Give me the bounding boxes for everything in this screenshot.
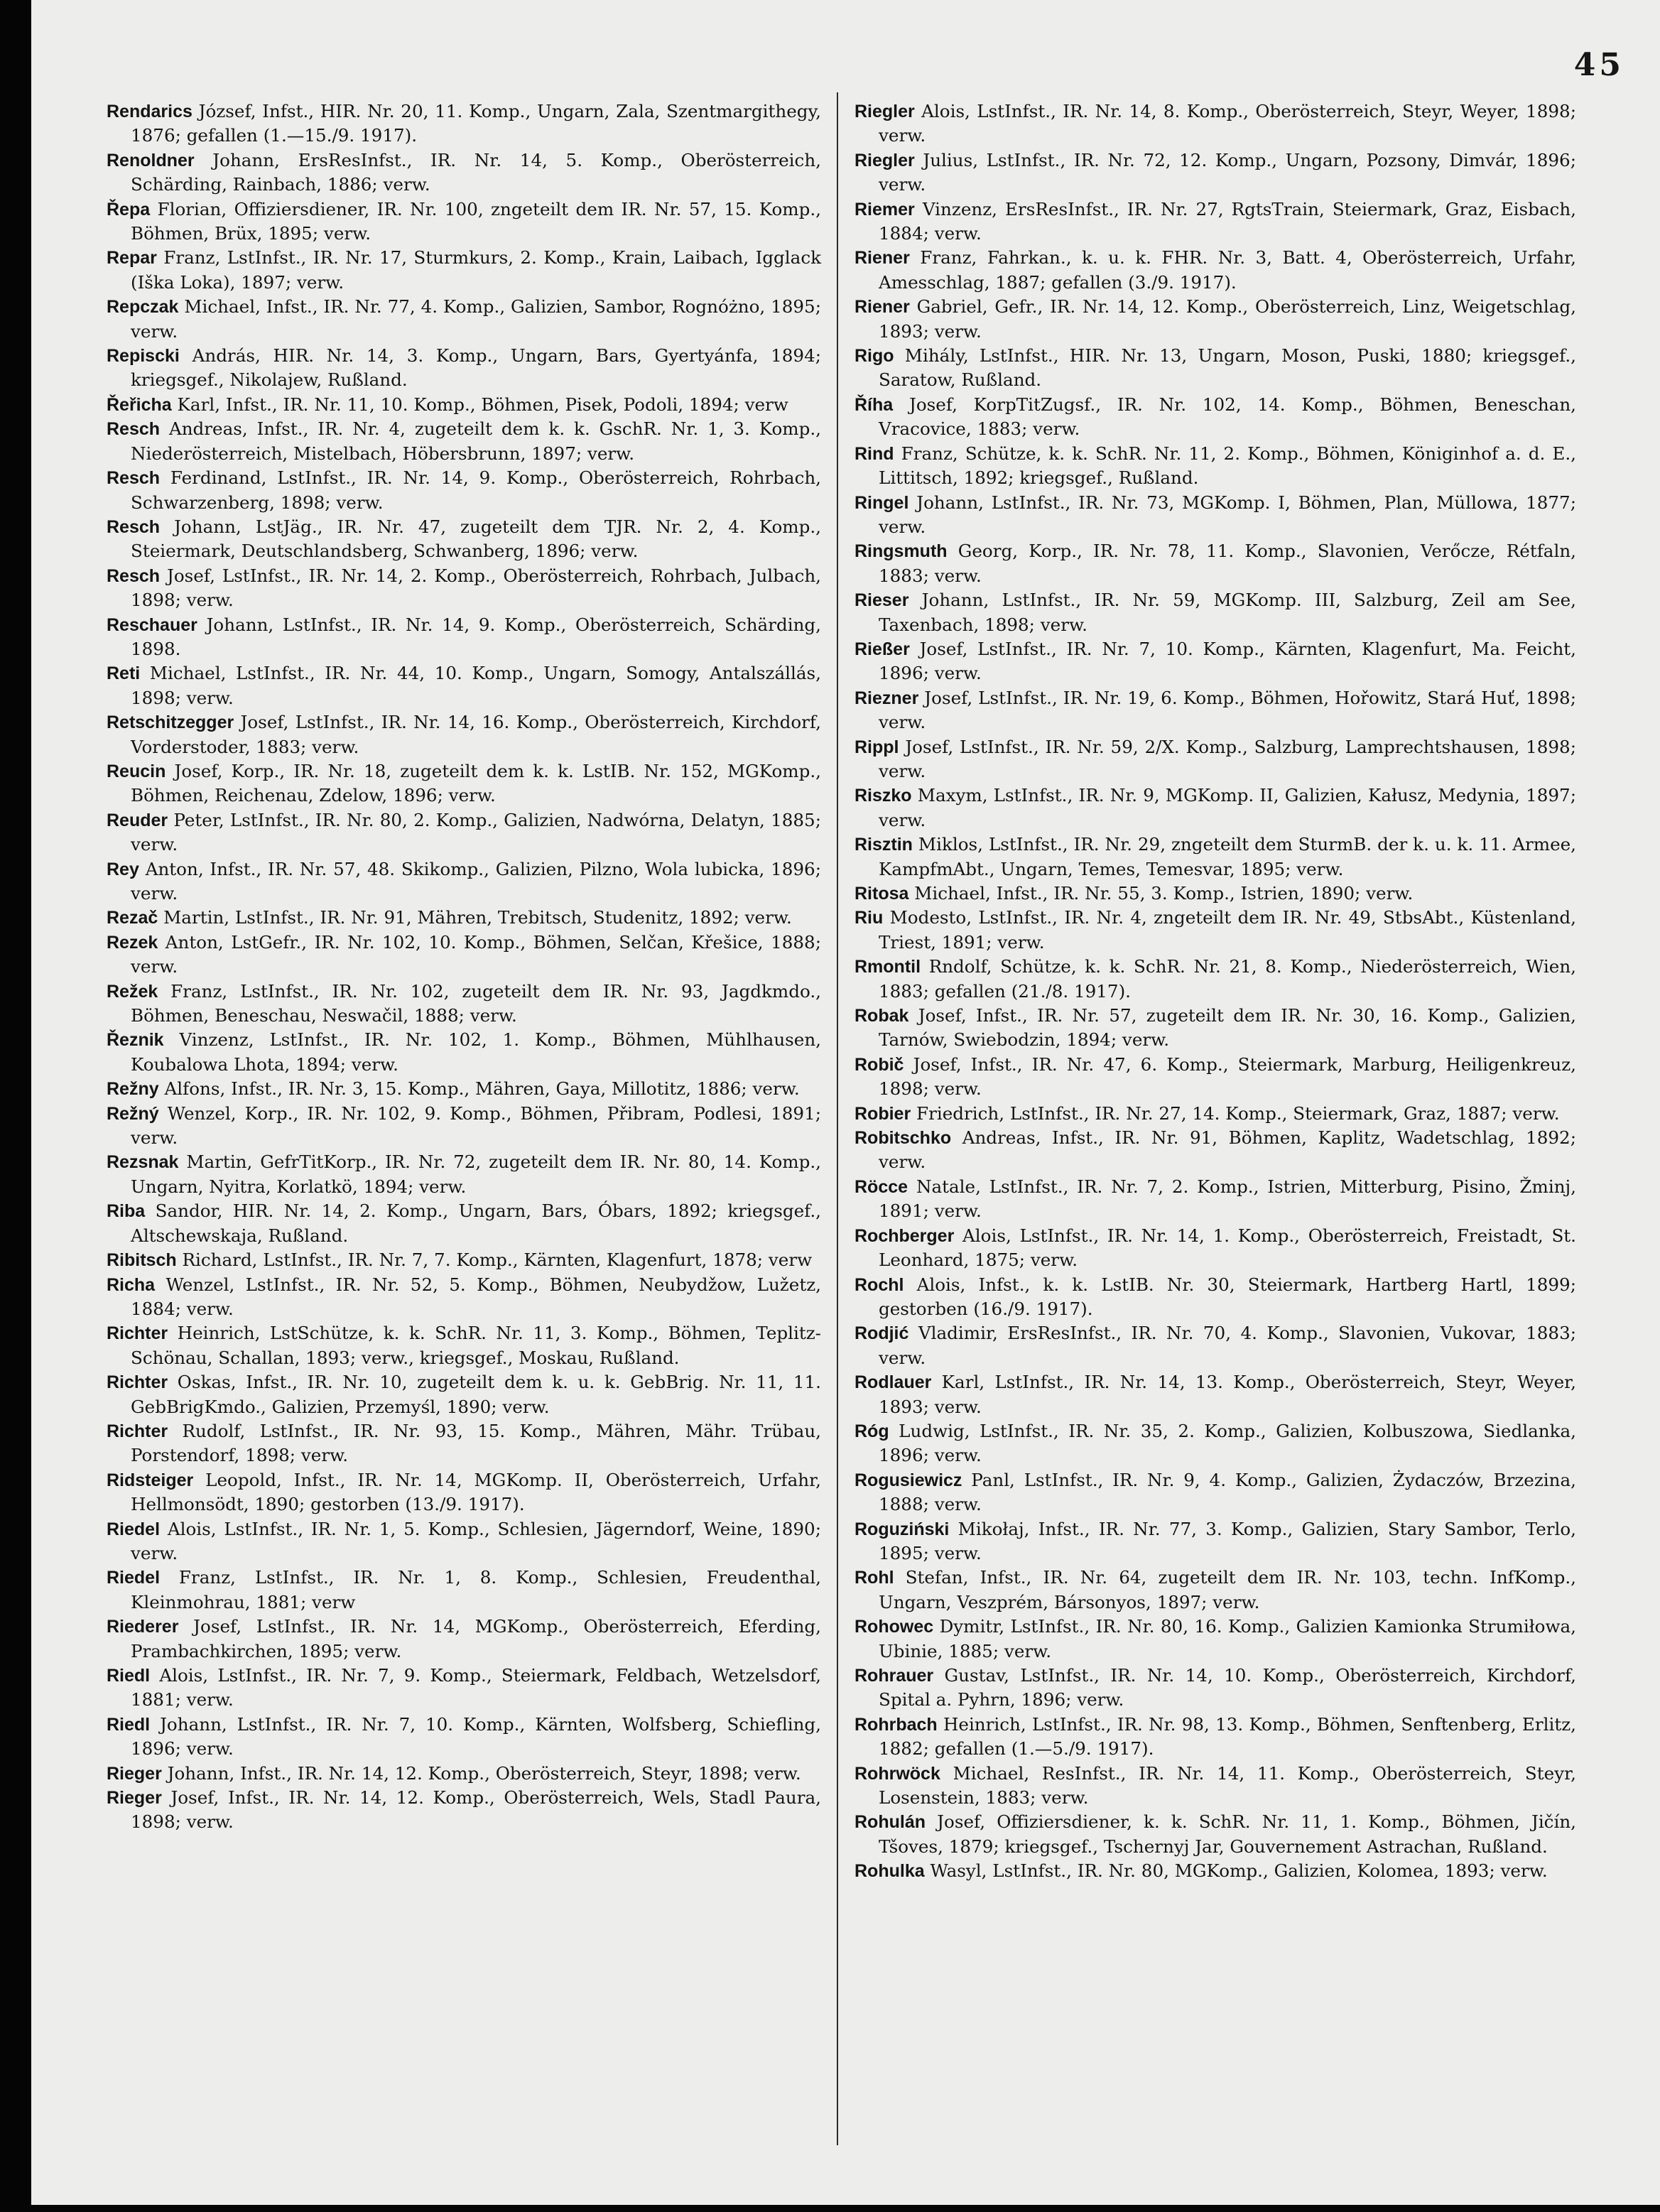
list-entry [107,1664,821,1713]
entry-details: Vinzenz, ErsResInfst., IR. Nr. 27, RgtsTrain, Steiermark, Graz, Eisbach, 1884; verw. [879,198,1576,244]
list-entry [107,393,821,417]
list-entry [855,784,1576,833]
entry-surname: Riegler [855,150,915,170]
list-entry [855,1664,1576,1713]
entry-details: Anton, LstGefr., IR. Nr. 102, 10. Komp., Böhmen, Selčan, Křešice, 1888; verw. [131,931,821,977]
list-entry [107,148,821,197]
entry-details: Josef, Infst., IR. Nr. 47, 6. Komp., Steiermark, Marburg, Heiligenkreuz, 1898; verw. [879,1053,1576,1100]
entry-surname: Riener [855,297,910,318]
entry-surname: Rießer [855,639,910,659]
list-entry [107,1273,821,1322]
list-entry [855,1273,1576,1322]
list-entry [107,1102,821,1151]
entry-details: Natale, LstInfst., IR. Nr. 7, 2. Komp., Istrien, Mitterburg, Pisino, Žminj, 1891; verw. [879,1176,1576,1222]
entry-details: Johann, LstInfst., IR. Nr. 7, 10. Komp., Kärnten, Wolfsberg, Schiefling, 1896; verw. [131,1713,821,1760]
entry-surname: Říha [855,394,894,415]
list-entry [855,393,1576,442]
list-entry [855,99,1576,148]
list-entry [107,1786,821,1835]
entry-surname: Rippl [855,737,899,757]
entry-surname: Riszko [855,786,912,806]
entry-surname: Riba [107,1201,146,1222]
list-entry [107,1566,821,1615]
entry-details: Karl, LstInfst., IR. Nr. 14, 13. Komp., Oberösterreich, Steyr, Weyer, 1893; verw. [879,1372,1576,1417]
entry-details: Franz, LstInfst., IR. Nr. 17, Sturmkurs, 2. Komp., Krain, Laibach, Igglack (Iška Loka), 1897; verw. [131,247,821,293]
entry-surname: Řeznik [107,1030,164,1051]
list-entry [855,344,1576,393]
entry-details: Franz, LstInfst., IR. Nr. 1, 8. Komp., Schlesien, Freudenthal, Kleinmohrau, 1881; verw [131,1567,821,1612]
list-entry [107,1517,821,1566]
list-entry [855,1566,1576,1615]
entry-details: Johann, LstJäg., IR. Nr. 47, zugeteilt dem TJR. Nr. 2, 4. Komp., Steiermark, Deutschlandsberg, Schwanberg, 1896; verw. [131,516,821,562]
entry-surname: Rodlauer [855,1372,932,1393]
entry-surname: Rohrbach [855,1714,938,1735]
entry-details: Josef, Offiziersdiener, k. k. SchR. Nr. 11, 1. Komp., Böhmen, Jičín, Tšoves, 1879; kriegsgef., Tschernyj Jar, Gouvernement Astrachan, Rußland. [879,1811,1576,1857]
entry-details: Rndolf, Schütze, k. k. SchR. Nr. 21, 8. Komp., Niederösterreich, Wien, 1883; gefallen (21./8. 1917). [879,956,1576,1002]
list-entry [855,1224,1576,1273]
list-entry [107,1468,821,1517]
list-entry [107,99,821,148]
entry-details: Julius, LstInfst., IR. Nr. 72, 12. Komp., Ungarn, Pozsony, Dimvár, 1896; verw. [879,149,1576,195]
entry-surname: Retschitzegger [107,712,234,733]
list-entry [855,1810,1576,1859]
entry-surname: Riederer [107,1617,179,1637]
list-entry [107,1713,821,1762]
entry-details: Dymitr, LstInfst., IR. Nr. 80, 16. Komp., Galizien Kamionka Strumiłowa, Ubinie, 1885; verw. [879,1616,1576,1661]
entry-surname: Robak [855,1006,909,1026]
entry-surname: Riedel [107,1568,161,1588]
entry-details: Rudolf, LstInfst., IR. Nr. 93, 15. Komp., Mähren, Mähr. Trübau, Porstendorf, 1898; verw. [131,1420,821,1466]
entry-details: Josef, LstInfst., IR. Nr. 14, 2. Komp., Oberösterreich, Rohrbach, Julbach, 1898; verw. [131,565,821,611]
list-entry [855,955,1576,1004]
list-entry [107,197,821,246]
entry-details: Gabriel, Gefr., IR. Nr. 14, 12. Komp., Oberösterreich, Linz, Weigetschlag, 1893; verw. [879,296,1576,342]
entry-surname: Robič [855,1054,904,1075]
entry-details: Anton, Infst., IR. Nr. 57, 48. Skikomp., Galizien, Pilzno, Wola lubicka, 1896; verw. [131,858,821,904]
entry-details: Johann, LstInfst., IR. Nr. 14, 9. Komp., Oberösterreich, Schärding, 1898. [131,614,821,659]
entry-surname: Riedel [107,1519,161,1539]
list-entry [855,442,1576,491]
entry-surname: Róg [855,1421,889,1441]
entry-surname: Rezač [107,908,158,928]
entry-details: Ferdinand, LstInfst., IR. Nr. 14, 9. Komp., Oberösterreich, Rohrbach, Schwarzenberg, 1898; verw. [131,467,822,513]
list-entry [107,931,821,980]
list-entry [855,833,1576,882]
entry-surname: Rochberger [855,1225,955,1246]
entry-details: Michael, ResInfst., IR. Nr. 14, 11. Komp., Oberösterreich, Steyr, Losenstein, 1883; verw. [879,1762,1576,1809]
entry-surname: Reti [107,663,141,684]
entry-details: Josef, LstInfst., IR. Nr. 19, 6. Komp., Böhmen, Hořowitz, Stará Huť, 1898; verw. [879,687,1576,733]
entry-details: Josef, Infst., IR. Nr. 14, 12. Komp., Oberösterreich, Wels, Stadl Paura, 1898; verw. [131,1787,821,1833]
entry-details: Mihály, LstInfst., HIR. Nr. 13, Ungarn, Moson, Puski, 1880; kriegsgef., Saratow, Rußland. [879,345,1576,391]
entry-surname: Ringsmuth [855,541,948,562]
list-entry [107,1248,821,1272]
entry-details: Vladimir, ErsResInfst., IR. Nr. 70, 4. Komp., Slavonien, Vukovar, 1883; verw. [879,1323,1577,1368]
entry-surname: Rigo [855,346,894,367]
entry-surname: Rodjić [855,1323,909,1344]
list-entry [855,637,1576,686]
entry-details: Josef, Korp., IR. Nr. 18, zugeteilt dem k. k. LstIB. Nr. 152, MGKomp., Böhmen, Reichenau, Zdelow, 1896; verw. [131,760,821,806]
entry-surname: Rieger [107,1788,162,1809]
entry-surname: Rieger [107,1763,162,1784]
entry-surname: Resch [107,516,161,537]
list-entry [107,613,821,662]
list-entry [855,735,1576,784]
left-column [107,99,821,1835]
entry-details: Josef, LstInfst., IR. Nr. 14, 16. Komp., Oberösterreich, Kirchdorf, Vorderstoder, 1883; verw. [131,712,821,757]
entry-surname: Rezsnak [107,1152,179,1173]
entry-surname: Řeřicha [107,394,172,415]
entry-surname: Röcce [855,1176,908,1197]
list-entry [855,1762,1576,1811]
entry-surname: Rind [855,443,894,464]
entry-surname: Resch [107,468,161,489]
list-entry [107,808,821,857]
entry-surname: Rohrwöck [855,1763,940,1784]
entry-details: Johann, Infst., IR. Nr. 14, 12. Komp., Oberösterreich, Steyr, 1898; verw. [167,1762,801,1784]
entry-surname: Risztin [855,835,913,855]
entry-surname: Resch [107,419,161,440]
entry-details: Andreas, Infst., IR. Nr. 91, Böhmen, Kaplitz, Wadetschlag, 1892; verw. [879,1127,1576,1173]
list-entry [107,906,821,930]
list-entry [855,1102,1576,1126]
list-entry [855,491,1576,540]
entry-details: Vinzenz, LstInfst., IR. Nr. 102, 1. Komp., Böhmen, Mühlhausen, Koubalowa Lhota, 1894; verw. [131,1029,821,1075]
entry-details: Josef, LstInfst., IR. Nr. 7, 10. Komp., Kärnten, Klagenfurt, Ma. Feicht, 1896; verw. [879,638,1576,684]
entry-surname: Rohrauer [855,1666,934,1686]
entry-details: Josef, LstInfst., IR. Nr. 59, 2/X. Komp., Salzburg, Lamprechtshausen, 1898; verw. [879,736,1576,781]
entry-surname: Rieser [855,590,909,611]
entry-details: Florian, Offiziersdiener, IR. Nr. 100, zngeteilt dem IR. Nr. 57, 15. Komp., Böhmen, Brüx, 1895; verw. [131,198,821,244]
entry-surname: Riegler [855,102,915,121]
list-entry [855,539,1576,588]
entry-details: Michael, Infst., IR. Nr. 77, 4. Komp., Galizien, Sambor, Rognóżno, 1895; verw. [131,296,821,342]
list-entry [855,906,1576,955]
entry-details: Alois, LstInfst., IR. Nr. 1, 5. Komp., Schlesien, Jägerndorf, Weine, 1890; verw. [131,1518,821,1563]
entry-details: Alois, LstInfst., IR. Nr. 7, 9. Komp., Steiermark, Feldbach, Wetzelsdorf, 1881; verw. [131,1665,821,1710]
list-entry [107,1077,821,1101]
list-entry [107,515,821,564]
entry-surname: Rochl [855,1274,904,1295]
list-entry [107,564,821,613]
entry-surname: Řepa [107,199,151,219]
list-entry [855,1053,1576,1102]
list-entry [107,1762,821,1786]
entry-surname: Ritosa [855,884,909,904]
document-page [31,0,1660,2205]
entry-surname: Riu [855,908,884,928]
entry-surname: Riemer [855,199,915,219]
entry-details: Josef, KorpTitZugsf., IR. Nr. 102, 14. Komp., Böhmen, Beneschan, Vracovice, 1883; verw. [879,394,1576,440]
entry-details: Wenzel, Korp., IR. Nr. 102, 9. Komp., Böhmen, Přibram, Podlesi, 1891; verw. [131,1102,822,1149]
list-entry [107,1150,821,1199]
page-number: 45 [1573,47,1624,83]
list-entry [855,1615,1576,1664]
entry-surname: Renoldner [107,150,195,170]
entry-details: Johann, LstInfst., IR. Nr. 73, MGKomp. I, Böhmen, Plan, Müllowa, 1877; verw. [879,492,1576,537]
list-entry [855,882,1576,906]
entry-details: Sandor, HIR. Nr. 14, 2. Komp., Ungarn, Bars, Óbars, 1892; kriegsgef., Altschewskaja, Rußland. [131,1200,821,1246]
column-divider [837,92,838,2145]
list-entry [855,1004,1576,1053]
entry-surname: Reuder [107,810,168,830]
entry-surname: Robier [855,1103,911,1124]
entry-details: Martin, GefrTitKorp., IR. Nr. 72, zugeteilt dem IR. Nr. 80, 14. Komp., Ungarn, Nyitra, Korlatkö, 1894; verw. [131,1151,821,1197]
entry-details: Franz, Schütze, k. k. SchR. Nr. 11, 2. Komp., Böhmen, Königinhof a. d. E., Littitsch, 1892; kriegsgef., Rußland. [879,443,1577,489]
entry-details: Heinrich, LstSchütze, k. k. SchR. Nr. 11, 3. Komp., Böhmen, Teplitz-Schönau, Schallan, 1893; verw., kriegsgef., Moskau, Rußland. [131,1323,821,1368]
entry-details: Mikołaj, Infst., IR. Nr. 77, 3. Komp., Galizien, Stary Sambor, Terlo, 1895; verw. [879,1518,1576,1563]
entry-surname: Riener [855,248,910,269]
entry-surname: Režek [107,981,158,1002]
entry-surname: Režný [107,1103,159,1124]
list-entry [107,295,821,344]
entry-details: Modesto, LstInfst., IR. Nr. 4, zngeteilt dem IR. Nr. 49, StbsAbt., Küstenland, Triest, 1891; verw. [879,907,1576,953]
list-entry [855,1713,1576,1762]
entry-details: József, Infst., HIR. Nr. 20, 11. Komp., Ungarn, Zala, Szentmargithegy, 1876; gefallen (1.—15./9. 1917). [131,101,821,146]
entry-details: Gustav, LstInfst., IR. Nr. 14, 10. Komp., Oberösterreich, Kirchdorf, Spital a. Pyhrn, 1896; verw. [879,1665,1576,1710]
list-entry [107,1028,821,1077]
entry-details: Wasyl, LstInfst., IR. Nr. 80, MGKomp., Galizien, Kolomea, 1893; verw. [930,1860,1548,1882]
entry-details: Wenzel, LstInfst., IR. Nr. 52, 5. Komp., Böhmen, Neubydžow, Lužetz, 1884; verw. [131,1274,821,1319]
list-entry [107,857,821,906]
list-entry [107,1199,821,1248]
entry-details: Alois, LstInfst., IR. Nr. 14, 1. Komp., Oberösterreich, Freistadt, St. Leonhard, 1875; verw. [879,1225,1576,1271]
list-entry [107,246,821,295]
list-entry [855,246,1576,295]
entry-surname: Režny [107,1079,159,1100]
list-entry [855,1126,1576,1175]
entry-details: Michael, Infst., IR. Nr. 55, 3. Komp., Istrien, 1890; verw. [914,883,1414,904]
entry-surname: Rohulka [855,1861,925,1882]
entry-surname: Rey [107,859,139,879]
list-entry [855,1468,1576,1517]
entry-surname: Reschauer [107,614,197,635]
list-entry [107,1370,821,1419]
list-entry [107,759,821,808]
entry-surname: Riedl [107,1666,151,1686]
list-entry [855,1517,1576,1566]
list-entry [855,588,1576,637]
list-entry [855,1370,1576,1419]
list-entry [107,980,821,1029]
list-entry [855,1419,1576,1468]
entry-details: Alois, LstInfst., IR. Nr. 14, 8. Komp., Oberösterreich, Steyr, Weyer, 1898; verw. [879,101,1576,146]
list-entry [107,1419,821,1468]
entry-surname: Repar [107,248,157,269]
entry-surname: Richter [107,1421,168,1441]
entry-details: András, HIR. Nr. 14, 3. Komp., Ungarn, Bars, Gyertyánfa, 1894; kriegsgef., Nikolajew, Rußland. [131,345,821,391]
entry-details: Panl, LstInfst., IR. Nr. 9, 4. Komp., Galizien, Żydaczów, Brzezina, 1888; verw. [879,1469,1576,1515]
entry-details: Richard, LstInfst., IR. Nr. 7, 7. Komp., Kärnten, Klagenfurt, 1878; verw [182,1249,813,1271]
entry-details: Johann, ErsResInfst., IR. Nr. 14, 5. Komp., Oberösterreich, Schärding, Rainbach, 1886; verw. [131,149,821,195]
entry-details: Maxym, LstInfst., IR. Nr. 9, MGKomp. II, Galizien, Kałusz, Medynia, 1897; verw. [879,785,1576,830]
entry-surname: Rendarics [107,102,192,121]
entry-surname: Richa [107,1274,156,1295]
entry-surname: Repczak [107,297,179,318]
entry-details: Franz, Fahrkan., k. u. k. FHR. Nr. 3, Batt. 4, Oberösterreich, Urfahr, Amesschlag, 1887; gefallen (3./9. 1917). [879,247,1576,293]
entry-surname: Ringel [855,492,909,513]
list-entry [855,1321,1576,1370]
entry-surname: Resch [107,565,161,586]
entry-details: Alois, Infst., k. k. LstIB. Nr. 30, Steiermark, Hartberg Hartl, 1899; gestorben (16./9. 1917). [879,1274,1576,1319]
list-entry [107,417,821,466]
list-entry [107,344,821,393]
entry-surname: Rohulán [855,1812,926,1833]
entry-surname: Reucin [107,761,166,781]
list-entry [107,466,821,515]
entry-details: Georg, Korp., IR. Nr. 78, 11. Komp., Slavonien, Verőcze, Rétfaln, 1883; verw. [879,541,1576,586]
entry-surname: Ridsteiger [107,1470,194,1490]
entry-details: Alfons, Infst., IR. Nr. 3, 15. Komp., Mähren, Gaya, Millotitz, 1886; verw. [164,1078,800,1100]
right-column [855,99,1576,1884]
list-entry [855,295,1576,344]
entry-surname: Robitschko [855,1128,952,1149]
entry-surname: Riedl [107,1714,151,1735]
entry-details: Miklos, LstInfst., IR. Nr. 29, zngeteilt dem SturmB. der k. u. k. 11. Armee, KampfmAbt., Ungarn, Temes, Temesvar, 1895; verw. [879,834,1576,879]
entry-details: Josef, Infst., IR. Nr. 57, zugeteilt dem IR. Nr. 30, 16. Komp., Galizien, Tarnów, Swiebodzin, 1894; verw. [879,1005,1576,1051]
entry-surname: Rogusiewicz [855,1470,962,1490]
entry-surname: Roguziński [855,1519,950,1539]
entry-details: Ludwig, LstInfst., IR. Nr. 35, 2. Komp., Galizien, Kolbuszowa, Siedlanka, 1896; verw. [879,1420,1576,1466]
entry-details: Peter, LstInfst., IR. Nr. 80, 2. Komp., Galizien, Nadwórna, Delatyn, 1885; verw. [131,809,821,855]
entry-surname: Rmontil [855,957,921,977]
entry-details: Leopold, Infst., IR. Nr. 14, MGKomp. II, Oberösterreich, Urfahr, Hellmonsödt, 1890; gestorben (13./9. 1917). [131,1469,821,1515]
list-entry [107,661,821,710]
list-entry [855,148,1576,197]
entry-surname: Richter [107,1323,168,1344]
entry-details: Johann, LstInfst., IR. Nr. 59, MGKomp. III, Salzburg, Zeil am See, Taxenbach, 1898; verw. [879,590,1576,635]
entry-surname: Rohowec [855,1617,934,1637]
entry-surname: Ribitsch [107,1250,177,1271]
entry-details: Friedrich, LstInfst., IR. Nr. 27, 14. Komp., Steiermark, Graz, 1887; verw. [916,1102,1560,1124]
entry-surname: Riezner [855,688,919,708]
entry-surname: Rohl [855,1568,894,1588]
list-entry [855,1175,1576,1224]
list-entry [855,1859,1576,1883]
entry-details: Andreas, Infst., IR. Nr. 4, zugeteilt dem k. k. GschR. Nr. 1, 3. Komp., Niederösterreich, Mistelbach, Höbersbrunn, 1897; verw. [131,418,821,464]
entry-surname: Rezek [107,932,158,953]
entry-surname: Repiscki [107,346,180,367]
list-entry [107,1321,821,1370]
list-entry [855,197,1576,246]
entry-details: Stefan, Infst., IR. Nr. 64, zugeteilt dem IR. Nr. 103, techn. InfKomp., Ungarn, Veszprém, Bársonyos, 1897; verw. [879,1567,1576,1612]
list-entry [855,686,1576,735]
entry-details: Josef, LstInfst., IR. Nr. 14, MGKomp., Oberösterreich, Eferding, Prambachkirchen, 1895; verw. [131,1616,821,1661]
entry-surname: Richter [107,1372,168,1393]
entry-details: Franz, LstInfst., IR. Nr. 102, zugeteilt dem IR. Nr. 93, Jagdkmdo., Böhmen, Beneschau, Neswačil, 1888; verw. [131,980,821,1026]
entry-details: Heinrich, LstInfst., IR. Nr. 98, 13. Komp., Böhmen, Senftenberg, Erlitz, 1882; gefallen (1.—5./9. 1917). [879,1713,1576,1760]
list-entry [107,710,821,759]
entry-details: Michael, LstInfst., IR. Nr. 44, 10. Komp., Ungarn, Somogy, Antalszállás, 1898; verw. [131,663,821,708]
entry-details: Karl, Infst., IR. Nr. 11, 10. Komp., Böhmen, Pisek, Podoli, 1894; verw [177,394,788,415]
entry-details: Martin, LstInfst., IR. Nr. 91, Mähren, Trebitsch, Studenitz, 1892; verw. [163,907,792,928]
list-entry [107,1615,821,1664]
entry-details: Oskas, Infst., IR. Nr. 10, zugeteilt dem k. u. k. GebBrig. Nr. 11, 11. GebBrigKmdo., Galizien, Przemyśl, 1890; verw. [131,1372,821,1417]
